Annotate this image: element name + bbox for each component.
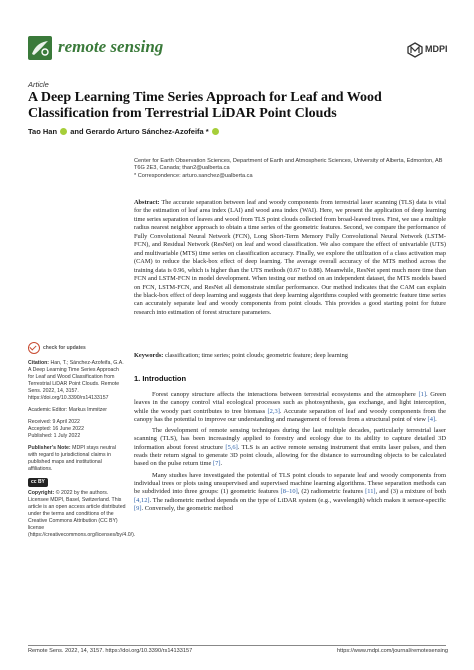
citation-link[interactable]: [5,6] [225,443,238,451]
publisher-note-label: Publisher’s Note: [28,445,71,451]
citation-link[interactable]: [11] [365,488,376,496]
mdpi-logo-icon [407,42,423,58]
citation-label: Citation: [28,360,50,366]
copyright-block [28,490,136,539]
footer-divider [28,645,446,646]
article-title: A Deep Learning Time Series Approach for Leaf and Wood Classification from Terrestrial LiDAR Point Clouds [28,90,382,121]
citation-link[interactable]: [1] [418,391,426,398]
abstract-label: Abstract: [134,199,160,206]
citation-link[interactable]: [7] [213,460,221,468]
author-list [28,127,220,136]
keywords-label: Keywords: [134,352,164,359]
paragraph: Many studies have investigated the potential of TLS point clouds to separate leaf and woody components from individual trees or plots using unsupervised and supervised machine learning algorithms. These separation methods can be subdivided into three groups: (1) geometric features [8–10], (2) radiometric features [11], and (3) a mixture of both [4,12]. The radiometric method depends on the type of LiDAR system (e.g., wavelength) which makes it sensor-specific [9]. Conversely, the geometric method [134,471,446,512]
copyright-label: Copyright: [28,490,55,496]
citation-text: Han, T.; Sánchez-Azofeifa, G.A. A Deep Learning Time Series Approach for Leaf and Wood Classification from Terrestrial LiDAR Point Clouds. Remote Sens. 2022, 14, 3157. https://doi.org/10.3390/rs14133157 [28,360,124,401]
citation-link[interactable]: [2,3] [267,407,280,415]
orcid-icon[interactable] [212,128,219,135]
author-name[interactable]: Tao Han [28,127,58,136]
section-body [134,391,446,516]
publisher-note-text: MDPI stays neutral with regard to jurisdictional claims in published maps and institutional affiliations. [28,445,116,472]
publisher-note [28,445,126,473]
footer-journal-link[interactable]: https://www.mdpi.com/journal/remotesensing [337,648,448,654]
check-updates-icon [28,342,40,354]
paragraph: Forest canopy structure affects the interactions between terrestrial ecosystems and the atmosphere [1]. Green leaves in the canopy control vital ecological processes such as photosynthesis, gas exchange, and light interception, while the woody part contributes to tree biomass [2,3]. Accurate separation of leaf and woody components from the canopy has the potential to improve our understanding and management of forests from a structural point of view [4]. [134,391,446,423]
journal-logo-icon [28,36,52,60]
check-updates-label: check for updates [43,345,86,351]
journal-name: remote sensing [58,37,164,56]
keywords [134,352,446,360]
copyright-text: © 2022 by the authors. Licensee MDPI, Basel, Switzerland. This article is an open access article distributed under the terms and conditions of the Creative Commons Attribution (CC BY) license (https://creativecommons.org/licenses/by/4.0/). [28,490,136,538]
citation-link[interactable]: [4,12] [134,496,150,504]
keywords-text: classification; time series; point clouds; geometric feature; deep learning [164,352,348,359]
affiliations [134,158,444,180]
article-type: Article [28,80,49,89]
citation-link[interactable]: [9] [134,504,142,512]
sidebar [28,342,136,544]
published-date: Published: 1 July 2022 [28,433,81,439]
abstract [134,199,446,317]
affiliation-text: Center for Earth Observation Sciences, Department of Earth and Atmospheric Sciences, University of Alberta, Edmonton, AB T6G 2E3, Canada; than2@ualberta.ca [134,158,443,172]
orcid-icon[interactable] [60,128,67,135]
section-heading: 1. Introduction [134,374,187,383]
citation-block [28,360,126,402]
academic-editor: Academic Editor: Markus Immitzer [28,407,107,413]
correspondence-text: * Correspondence: arturo.sanchez@ualberta.ca [134,172,253,179]
accepted-date: Accepted: 16 June 2022 [28,426,84,432]
cc-license-badge[interactable]: cc BY [28,478,48,487]
citation-link[interactable]: [8–10] [280,488,298,496]
mdpi-logo-text: MDPI [425,44,448,54]
check-updates-button[interactable] [28,342,126,354]
received-date: Received: 9 April 2022 [28,419,80,425]
abstract-text: The accurate separation between leaf and woody components from terrestrial laser scanning (TLS) data is vital for the estimation of leaf area index (LAI) and wood area index (WAI). Here, we present the application of deep learning time series separation of leaves and wood from TLS point clouds collected from broad-leaved trees. First, we use a multiple radius nearest neighbor approach to obtain a time series of the geometric features. Second, we compare the performance of Fully Convolutional Neural Network (FCN), Long Short-Term Memory Fully Convolutional Neural Network (LSTM-FCN), and Residual Network (ResNet) on leaf and wood classification. We also compare the effect of univariable (UTS) and multivariable (MTS) time series on classification accuracy. Finally, we explore the utilization of a class activation map (CAM) to reduce the black-box effect of deep learning. The average overall accuracy of the MTS method across the training data is 0.96, which is higher than the UTS methods (0.67 to 0.88). Meanwhile, ResNet spent much more time than FCN and LSTM-FCN in model development. When testing our method on an independent dataset, the MTS models based on FCN, LSTM-FCN, and ResNet all demonstrate similar performance. Our method indicates that the CAM can explain the black-box effect of deep learning and suggests that deep learning algorithms coupled with geometric feature time series can accurately separate leaf and woody components from point clouds. This provides a good starting point for future research into estimation of forest structure parameters. [134,199,447,316]
footer-citation[interactable]: Remote Sens. 2022, 14, 3157. https://doi.org/10.3390/rs14133157 [28,648,193,654]
citation-link[interactable]: [4] [427,415,436,423]
paragraph: The development of remote sensing techniques during the last multiple decades, particularly terrestrial laser scanning (TLS), has been increasingly applied to forestry and ecology due to its ability to capture detailed 3D information about forest structure [5,6]. TLS is an active remote sensing instrument that emits laser pulses, and then reads their return signal to generate 3D point clouds, allowing for the distance to surrounding objects to be calculated based on the pulse return time [7]. [134,427,447,468]
author-name[interactable]: and Gerardo Arturo Sánchez-Azofeifa * [68,127,209,136]
dates-block [28,419,126,440]
